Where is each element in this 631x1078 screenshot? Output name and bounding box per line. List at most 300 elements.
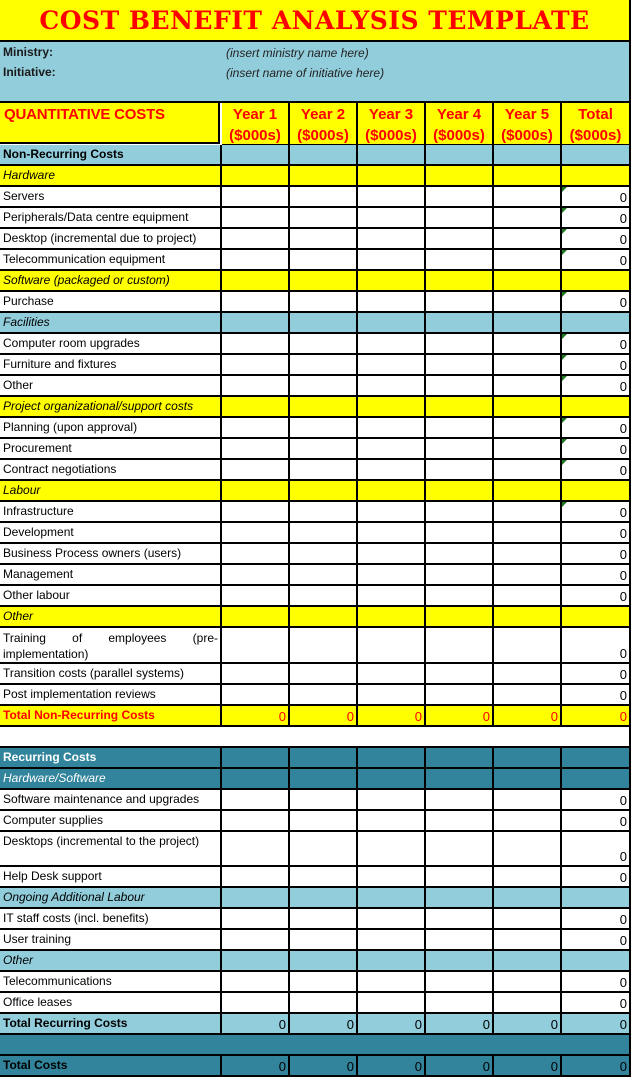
total-cell [562,208,631,229]
column-header-unit: ($000s) [297,127,349,144]
year-5-cell[interactable] [494,187,562,208]
year-1-cell[interactable] [222,628,290,664]
year-2-cell [290,145,358,166]
row-label: Furniture and fixtures [0,355,222,376]
row-label: Total Recurring Costs [0,1014,222,1035]
category-row-facilities [0,313,631,334]
year-5-cell[interactable] [494,811,562,832]
year-3-cell [358,769,426,790]
year-1-cell[interactable] [222,439,290,460]
year-4-cell [426,769,494,790]
year-4-cell [426,888,494,909]
row-label: Facilities [0,313,222,334]
year-2-cell [290,888,358,909]
year-4-cell[interactable] [426,523,494,544]
category-row-software-packaged-or-custom [0,271,631,292]
category-row-other [0,951,631,972]
year-5-cell[interactable] [494,439,562,460]
table-row-computer-room-upgrades [0,334,631,355]
year-2-cell[interactable] [290,334,358,355]
table-row-planning-upon-approval [0,418,631,439]
column-header-label: Year 3 [368,106,414,123]
year-2-cell[interactable] [290,292,358,313]
year-4-cell[interactable] [426,460,494,481]
total-cell [562,607,631,628]
year-2-cell[interactable] [290,460,358,481]
total-value: 0 [619,442,627,457]
year-3-cell[interactable] [358,930,426,951]
row-label: Other [0,951,222,972]
year-4-cell [426,397,494,418]
year-3-cell[interactable] [358,292,426,313]
year-5-cell[interactable] [494,292,562,313]
year-2-cell [290,748,358,769]
total-cell [562,586,631,607]
total-cell [562,706,631,727]
year-1-cell [222,397,290,418]
year-5-cell [494,951,562,972]
year-2-cell[interactable] [290,685,358,706]
year-1-cell[interactable] [222,523,290,544]
year-4-cell[interactable] [426,502,494,523]
year-4-cell[interactable] [426,565,494,586]
year-5-cell[interactable] [494,790,562,811]
total-cell [562,523,631,544]
total-value: 0 [619,421,627,436]
row-label: Total Costs [0,1056,222,1077]
row-label: Servers [0,187,222,208]
total-value: 0 [346,1059,354,1074]
year-1-cell[interactable] [222,685,290,706]
category-row-project-organizational-support-costs [0,397,631,418]
year-2-cell[interactable] [290,187,358,208]
year-4-cell[interactable] [426,909,494,930]
row-label: Training of employees (pre-implementation) [0,628,222,664]
total-value: 0 [619,814,627,829]
meta-block [0,42,631,103]
row-label: Planning (upon approval) [0,418,222,439]
year-1-cell[interactable] [222,229,290,250]
year-1-cell[interactable] [222,930,290,951]
total-cell [562,166,631,187]
year-4-cell [426,951,494,972]
table-row-servers [0,187,631,208]
error-indicator-icon [562,502,567,507]
year-3-cell[interactable] [358,460,426,481]
year-4-cell[interactable] [426,685,494,706]
year-1-cell [222,166,290,187]
column-header-year-1 [222,103,290,146]
year-4-cell[interactable] [426,250,494,271]
year-4-cell[interactable] [426,334,494,355]
total-row-total-costs [0,1056,631,1077]
total-value: 0 [619,793,627,808]
total-value: 0 [414,709,422,724]
year-5-cell[interactable] [494,832,562,867]
row-label: Management [0,565,222,586]
year-1-cell[interactable] [222,355,290,376]
year-4-cell [426,1056,494,1077]
category-row-labour [0,481,631,502]
year-1-cell[interactable] [222,544,290,565]
year-3-cell[interactable] [358,544,426,565]
year-4-cell [426,271,494,292]
error-indicator-icon [562,208,567,213]
year-2-cell[interactable] [290,544,358,565]
row-label: Contract negotiations [0,460,222,481]
total-value: 0 [619,1017,627,1032]
column-header-year-4 [426,103,494,146]
table-row-help-desk-support [0,867,631,888]
year-1-cell[interactable] [222,208,290,229]
year-3-cell[interactable] [358,208,426,229]
total-cell [562,685,631,706]
year-4-cell[interactable] [426,187,494,208]
year-1-cell[interactable] [222,334,290,355]
year-2-cell [290,271,358,292]
total-cell [562,313,631,334]
year-5-cell[interactable] [494,355,562,376]
column-header-label: Year 1 [232,106,278,123]
total-value: 0 [619,337,627,352]
year-1-cell[interactable] [222,867,290,888]
year-4-cell[interactable] [426,790,494,811]
row-label: Procurement [0,439,222,460]
year-4-cell[interactable] [426,586,494,607]
year-3-cell[interactable] [358,586,426,607]
year-3-cell[interactable] [358,250,426,271]
year-3-cell [358,1014,426,1035]
section-row-recurring-costs [0,748,631,769]
row-label: Ongoing Additional Labour [0,888,222,909]
error-indicator-icon [562,250,567,255]
table-row-it-staff-costs-incl-benefits [0,909,631,930]
year-1-cell[interactable] [222,664,290,685]
year-2-cell[interactable] [290,790,358,811]
year-5-cell[interactable] [494,229,562,250]
year-3-cell[interactable] [358,418,426,439]
total-value: 0 [619,667,627,682]
total-cell [562,439,631,460]
total-cell [562,832,631,867]
total-cell [562,664,631,685]
year-3-cell[interactable] [358,334,426,355]
total-value: 0 [346,709,354,724]
year-1-cell [222,145,290,166]
year-4-cell [426,481,494,502]
table-row-peripherals-data-centre-equipment [0,208,631,229]
column-header-label: Year 5 [504,106,550,123]
year-4-cell[interactable] [426,972,494,993]
total-cell [562,271,631,292]
year-4-cell[interactable] [426,355,494,376]
year-1-cell[interactable] [222,909,290,930]
total-value: 0 [619,211,627,226]
table-row-infrastructure [0,502,631,523]
year-2-cell[interactable] [290,523,358,544]
year-2-cell[interactable] [290,376,358,397]
year-4-cell[interactable] [426,867,494,888]
error-indicator-icon [562,376,567,381]
row-label: Telecommunications [0,972,222,993]
year-5-cell[interactable] [494,250,562,271]
row-label: Post implementation reviews [0,685,222,706]
total-value: 0 [414,1059,422,1074]
year-3-cell[interactable] [358,439,426,460]
year-4-cell[interactable] [426,376,494,397]
ministry-label: Ministry: [3,45,54,59]
total-value: 0 [619,379,627,394]
year-2-cell [290,1056,358,1077]
table-row-telecommunications [0,972,631,993]
table-row-other-labour [0,586,631,607]
total-value: 0 [619,295,627,310]
year-2-cell[interactable] [290,250,358,271]
year-5-cell[interactable] [494,376,562,397]
table-row-management [0,565,631,586]
year-4-cell[interactable] [426,930,494,951]
year-3-cell[interactable] [358,790,426,811]
year-3-cell[interactable] [358,523,426,544]
total-value: 0 [619,568,627,583]
year-3-cell[interactable] [358,355,426,376]
year-3-cell[interactable] [358,832,426,867]
column-header-unit: ($000s) [229,127,281,144]
table-row-training-of-employees-pre-implementation [0,628,631,664]
year-5-cell[interactable] [494,208,562,229]
year-3-cell[interactable] [358,502,426,523]
total-value: 0 [619,688,627,703]
section-row-non-recurring-costs [0,145,631,166]
year-3-cell[interactable] [358,376,426,397]
year-1-cell [222,607,290,628]
year-5-cell [494,1056,562,1077]
year-3-cell[interactable] [358,972,426,993]
year-2-cell[interactable] [290,811,358,832]
year-2-cell[interactable] [290,208,358,229]
year-5-cell[interactable] [494,930,562,951]
year-5-cell [494,271,562,292]
year-1-cell[interactable] [222,418,290,439]
total-value: 0 [550,1017,558,1032]
year-2-cell [290,706,358,727]
row-label: Labour [0,481,222,502]
category-row-hardware-software [0,769,631,790]
year-2-cell [290,397,358,418]
year-2-cell[interactable] [290,972,358,993]
row-label: Software maintenance and upgrades [0,790,222,811]
year-2-cell[interactable] [290,439,358,460]
year-5-cell[interactable] [494,418,562,439]
year-2-cell[interactable] [290,502,358,523]
year-2-cell [290,607,358,628]
column-header-unit: ($000s) [501,127,553,144]
year-4-cell[interactable] [426,664,494,685]
year-5-cell[interactable] [494,867,562,888]
total-value: 0 [346,1017,354,1032]
page-title: COST BENEFIT ANALYSIS TEMPLATE [39,5,590,35]
year-4-cell[interactable] [426,439,494,460]
row-label: Computer room upgrades [0,334,222,355]
total-cell [562,418,631,439]
year-2-cell[interactable] [290,664,358,685]
year-5-cell[interactable] [494,544,562,565]
total-cell [562,334,631,355]
total-value: 0 [619,232,627,247]
row-label: Software (packaged or custom) [0,271,222,292]
table-row-post-implementation-reviews [0,685,631,706]
year-5-cell[interactable] [494,586,562,607]
year-4-cell[interactable] [426,544,494,565]
year-2-cell[interactable] [290,909,358,930]
row-label: Office leases [0,993,222,1014]
year-1-cell [222,748,290,769]
total-cell [562,355,631,376]
year-4-cell[interactable] [426,292,494,313]
year-5-cell[interactable] [494,460,562,481]
year-3-cell[interactable] [358,565,426,586]
year-2-cell[interactable] [290,993,358,1014]
total-cell [562,811,631,832]
table-row-business-process-owners-users [0,544,631,565]
year-3-cell[interactable] [358,993,426,1014]
spacer-cell [0,1035,631,1056]
year-1-cell [222,769,290,790]
total-cell [562,909,631,930]
year-1-cell[interactable] [222,993,290,1014]
year-5-cell[interactable] [494,664,562,685]
year-5-cell [494,748,562,769]
total-row-total-recurring-costs [0,1014,631,1035]
year-3-cell[interactable] [358,811,426,832]
year-5-cell [494,769,562,790]
year-4-cell [426,313,494,334]
year-4-cell[interactable] [426,832,494,867]
year-1-cell[interactable] [222,811,290,832]
year-5-cell[interactable] [494,502,562,523]
column-header-total [562,103,631,146]
year-5-cell[interactable] [494,523,562,544]
year-5-cell[interactable] [494,565,562,586]
year-3-cell[interactable] [358,187,426,208]
year-5-cell[interactable] [494,334,562,355]
total-value: 0 [619,996,627,1011]
error-indicator-icon [562,418,567,423]
table-row-contract-negotiations [0,460,631,481]
year-4-cell[interactable] [426,811,494,832]
year-1-cell[interactable] [222,292,290,313]
error-indicator-icon [562,460,567,465]
year-3-cell[interactable] [358,867,426,888]
column-header-year-3 [358,103,426,146]
year-5-cell[interactable] [494,685,562,706]
year-1-cell[interactable] [222,972,290,993]
year-2-cell[interactable] [290,229,358,250]
year-3-cell[interactable] [358,909,426,930]
year-1-cell[interactable] [222,502,290,523]
year-3-cell[interactable] [358,628,426,664]
year-5-cell[interactable] [494,628,562,664]
year-2-cell[interactable] [290,832,358,867]
total-cell [562,769,631,790]
year-2-cell [290,769,358,790]
total-cell [562,930,631,951]
table-row-desktops-incremental-to-the-project [0,832,631,867]
table-row-development [0,523,631,544]
row-label: Telecommunication equipment [0,250,222,271]
title-bar [0,0,631,42]
year-4-cell [426,166,494,187]
row-label: Total Non-Recurring Costs [0,706,222,727]
table-row-desktop-incremental-due-to-project [0,229,631,250]
year-2-cell[interactable] [290,867,358,888]
total-value: 0 [619,870,627,885]
year-3-cell [358,313,426,334]
row-label: Desktops (incremental to the project) [0,832,222,867]
total-value: 0 [550,1059,558,1074]
total-value: 0 [619,253,627,268]
year-4-cell[interactable] [426,418,494,439]
year-3-cell[interactable] [358,664,426,685]
year-2-cell[interactable] [290,930,358,951]
year-4-cell [426,607,494,628]
row-label: Hardware/Software [0,769,222,790]
year-1-cell[interactable] [222,832,290,867]
year-5-cell[interactable] [494,993,562,1014]
total-cell [562,460,631,481]
year-1-cell [222,888,290,909]
year-4-cell[interactable] [426,628,494,664]
year-1-cell[interactable] [222,586,290,607]
year-4-cell[interactable] [426,229,494,250]
row-label: Help Desk support [0,867,222,888]
year-1-cell[interactable] [222,565,290,586]
year-5-cell[interactable] [494,972,562,993]
table-row-telecommunication-equipment [0,250,631,271]
year-4-cell[interactable] [426,993,494,1014]
initiative-field[interactable]: (insert name of initiative here) [226,66,385,80]
row-label: Development [0,523,222,544]
row-label: Purchase [0,292,222,313]
row-label: Hardware [0,166,222,187]
total-value: 0 [619,358,627,373]
year-4-cell[interactable] [426,208,494,229]
year-1-cell [222,271,290,292]
year-2-cell[interactable] [290,586,358,607]
year-3-cell[interactable] [358,229,426,250]
year-2-cell[interactable] [290,355,358,376]
year-1-cell [222,706,290,727]
column-header-label: Year 2 [300,106,346,123]
year-3-cell [358,951,426,972]
year-1-cell[interactable] [222,250,290,271]
year-3-cell[interactable] [358,685,426,706]
year-5-cell[interactable] [494,909,562,930]
year-1-cell[interactable] [222,460,290,481]
year-5-cell [494,1014,562,1035]
year-2-cell[interactable] [290,418,358,439]
year-1-cell[interactable] [222,790,290,811]
ministry-field[interactable]: (insert ministry name here) [226,46,369,60]
year-2-cell [290,481,358,502]
total-cell [562,229,631,250]
total-cell [562,376,631,397]
year-2-cell[interactable] [290,565,358,586]
year-2-cell[interactable] [290,628,358,664]
column-header-unit: ($000s) [569,127,622,144]
year-1-cell[interactable] [222,376,290,397]
year-1-cell[interactable] [222,187,290,208]
